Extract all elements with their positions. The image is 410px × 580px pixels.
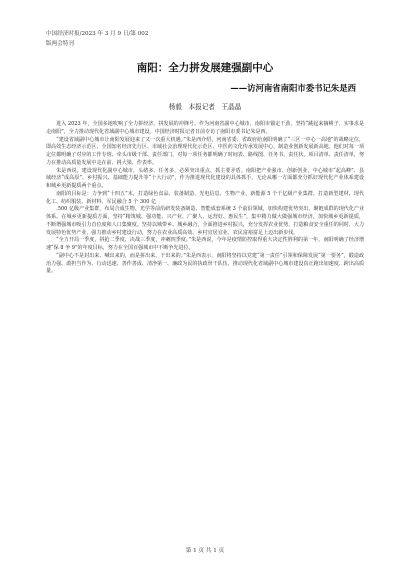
article-subtitle: ——访河南省南阳市委书记朱是西 bbox=[230, 83, 356, 93]
article-paragraph-4: 南阳的目标是：力争到“十四五”末，打造绿色食品、装备制造、光电信息、生物产业、新能源 5 个千亿级产业集群，打造新型建材、现代化工、纺织服装、新材料、军民融合 5 个 300 亿 bbox=[46, 190, 364, 205]
article-paragraph-1: 进入 2023 年，全国多地吹响了全力拼经济、拼发展的冲锋号。作为河南省副中心城市，南阳市锚定干劲，坚持“跳起来摘桃子，实事求是走南阳”，全力推动现代化省域副中心城市建设。中国经济时报记者日前专访了南阳市委书记朱是西。 bbox=[46, 121, 364, 135]
article-title: 南阳：全力拼发展建强副中心 bbox=[136, 62, 274, 74]
article-paragraph-2: “建设省域副中心城市让南阳发展迎来了又一次重大机遇。”朱是西介绍，河南省委、省政府给南阳明确了“三区一中心一高地”的战略定位，即高效生态经济示范区、全国知名经济先行区、市域社会治理现代化示范区、中医药文化传承发展中心、制造业创新发展新高地。他们对每一项定位都明确了对应的工作专班、牵头市级干部、责任部门，对每一项任务都明确了时间表、路线图、任务书、责任状，项目清单、责任清单，努力在推动高质量发展中走在前、挑大梁、作表率。 bbox=[46, 136, 364, 166]
article-paragraph-7: “副中心不是封出来、喊出来的，而是拼出来、干出来的。”朱是西表示，南阳将坚持以党建“第一责任”引领和保障发展“第一要务”，锻造政治力强、敢担当作为、行动迅速、善作善成、清净第一、廉政为民的执政骨干队伍，推动现代化省域副中心城市建设真正跑出加速度、跨出高质量。 bbox=[46, 252, 364, 275]
article-body bbox=[46, 121, 364, 276]
publication-info bbox=[46, 30, 364, 49]
publication-info-line-1: 中国经济时报/2023 年 3 月 9 日/第 002 bbox=[46, 31, 149, 37]
article-paragraph-5: .500 亿级产业集群，布局合成生物、光学等前沿研发装备制造、智能成套系统 3 个前沿领域，加快构建优势突出、聚链成群的现代化产业体系。在城乡更新提质方面，坚持“精筑城、强功能、兴产业、广聚人、运营好、惠民生”，集中精力做大做强城市经济，加快城乡更新提质，不断增强城市吸引力首位度和人口集聚度。坚持以城带乡、城乡融合，全面推进乡村振兴，充分发挥农业优势，打造粮食安全重任的同时，大力发展特色优势产业，强力推动乡村建设行动，努力在农业高质高效、乡村宜居宜业、农民富裕富足上迈出新步伐。 bbox=[46, 206, 364, 236]
article-paragraph-3: 朱是西说，建设现代化副中心城市，头绪多、任务多，必须突出重点、抓主要矛盾。南阳把产业强市、创新创业、中心城市“起高峰”、县域经济“成高原”、乡村振兴、基础能力提升等“十大行动”，作为推进现代化建设的具体抓手，无论从哪一方面都充分抓好现代化产业体系建设和城乡更新提质两个重点。 bbox=[46, 167, 364, 189]
publication-info-line-2: 版两会特刊 bbox=[46, 41, 74, 47]
article-paragraph-6: “全力开局一季度，拼抢二季度，决战三季度，冲刺四季度。”朱是西说，今年是疫情防控取得重大决定性胜利的第一年，南阳明确了经济增速“保 8 争 9”的年度目标，努力在全国百强城市中不断争先进位。 bbox=[46, 237, 364, 251]
article-byline: 杨毅 本报记者 王晶晶 bbox=[168, 103, 242, 111]
page-footer: 第 1 页 共 1 页 bbox=[185, 548, 225, 554]
